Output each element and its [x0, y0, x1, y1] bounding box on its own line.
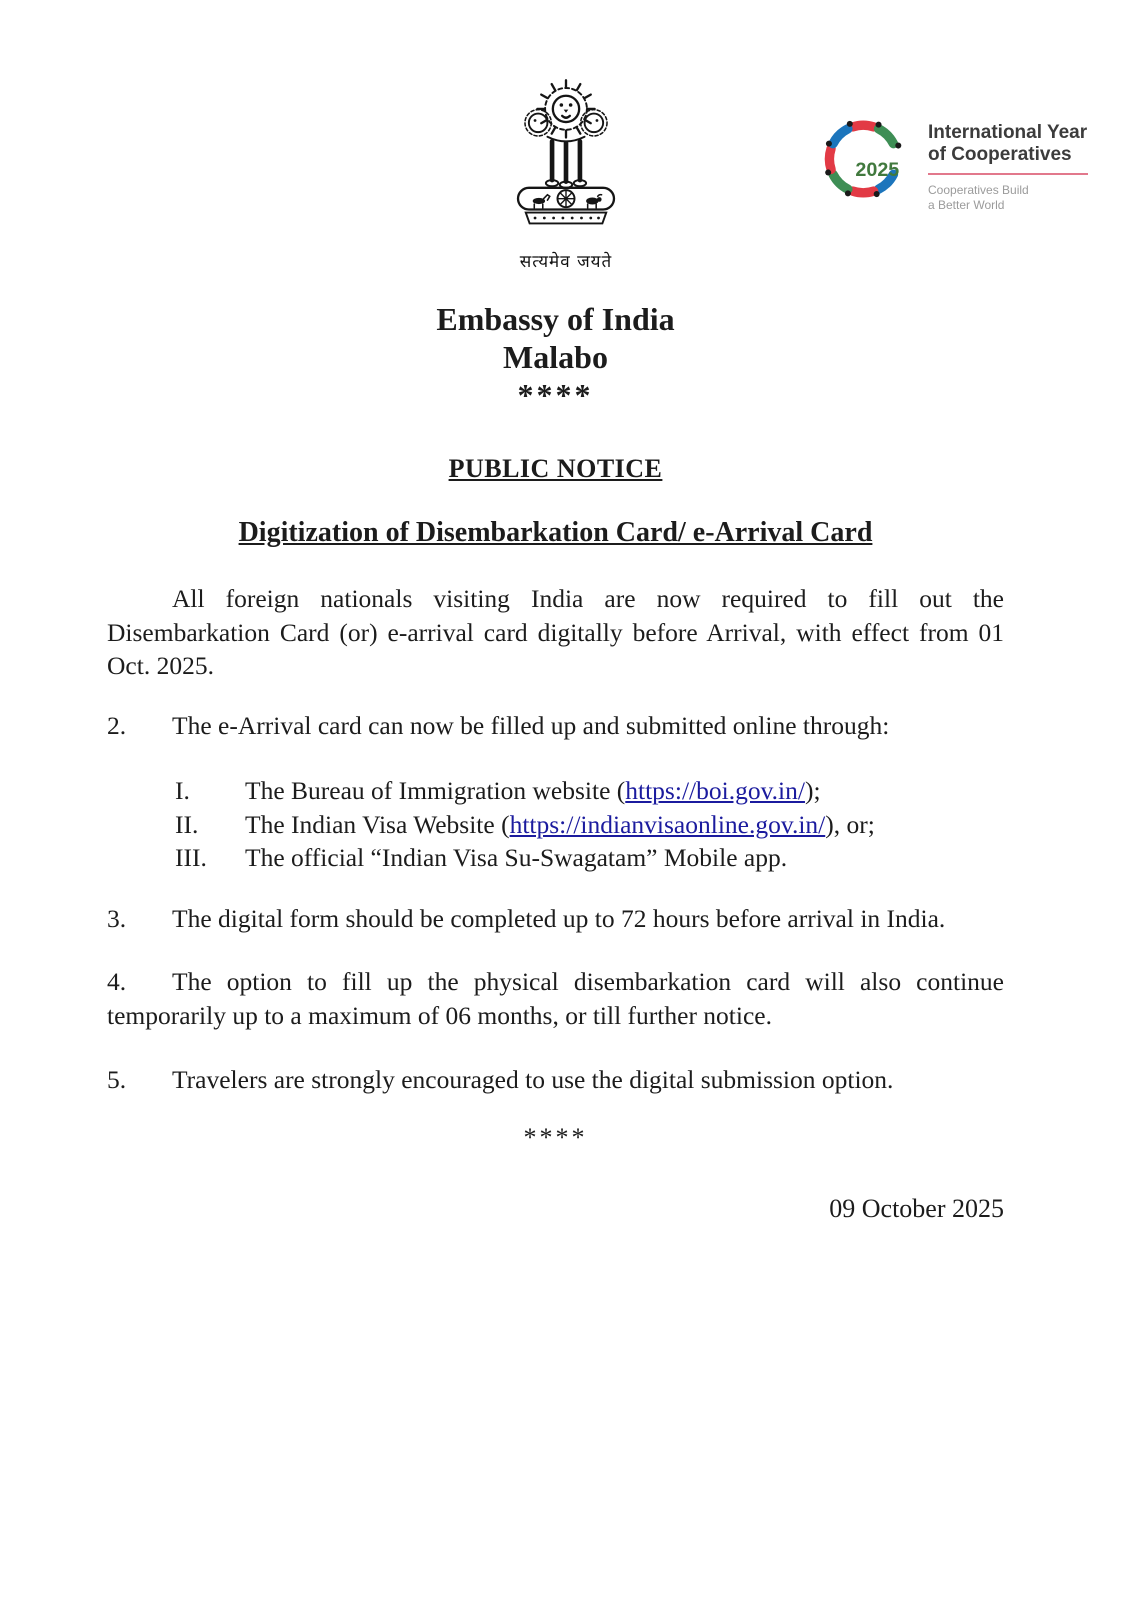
boi-website-link[interactable]: https://boi.gov.in/	[625, 776, 805, 805]
list-item-mobile-app	[175, 841, 1004, 875]
cooperatives-year: 2025	[855, 158, 900, 181]
paragraph-2	[107, 709, 1004, 743]
cooperatives-logo-text	[928, 112, 1088, 213]
paragraph-2-text: The e-Arrival card can now be filled up and submitted online through:	[172, 710, 890, 740]
cooperatives-2025-logo	[820, 112, 1088, 213]
list-text-1-prefix: The Bureau of Immigration website (	[245, 776, 626, 805]
paragraph-5	[107, 1063, 1004, 1097]
paragraph-5-number: 5.	[107, 1065, 127, 1094]
list-text-2-prefix: The Indian Visa Website (	[245, 809, 510, 839]
list-text-2-suffix: ), or;	[825, 809, 875, 839]
submission-options-list	[107, 774, 1004, 875]
lion-capital-icon	[504, 64, 628, 242]
notice-date: 09 October 2025	[829, 1193, 1004, 1223]
coop-title-line2: of Cooperatives	[928, 144, 1072, 165]
notice-subject: Digitization of Disembarkation Card/ e-Arrival Card	[238, 517, 873, 548]
org-name: Embassy of India	[436, 301, 675, 337]
org-city: Malabo	[503, 339, 608, 375]
indian-visa-website-link[interactable]: https://indianvisaonline.gov.in/	[509, 809, 826, 839]
list-item-indian-visa-website	[175, 808, 1004, 842]
paragraph-1: All foreign nationals visiting India are now required to fill out the Disembarkation Card (or) e-arrival card digitally before Arrival, with effect from 01 Oct. 2025.	[107, 584, 1004, 680]
paragraph-3	[107, 902, 1004, 936]
list-text-2	[245, 810, 875, 839]
list-text-3: The official “Indian Visa Su-Swagatam” Mobile app.	[245, 843, 788, 872]
list-numeral-1: I.	[175, 776, 190, 805]
list-numeral-2: II.	[175, 809, 199, 839]
coop-divider	[928, 173, 1088, 175]
paragraph-4-text: The option to fill up the physical disembarkation card will also continue temporarily up to a maximum of 06 months, or till further notice.	[107, 967, 1004, 1030]
paragraph-4-number: 4.	[107, 967, 127, 996]
paragraph-2-number: 2.	[107, 710, 127, 740]
paragraph-4	[107, 965, 1004, 1032]
list-text-1	[245, 776, 821, 805]
stars-separator-top: ****	[517, 377, 594, 413]
notice-label: PUBLIC NOTICE	[448, 454, 663, 483]
coop-title-line1: International Year	[928, 122, 1088, 143]
stars-separator-bottom: ****	[523, 1122, 588, 1152]
emblem-motto: सत्यमेव जयते	[519, 252, 613, 272]
coop-tagline-line2: a Better World	[928, 198, 1005, 212]
coop-tagline-line1: Cooperatives Build	[928, 183, 1029, 197]
cooperatives-logo-icon	[820, 112, 914, 206]
list-text-1-suffix: );	[804, 776, 821, 805]
paragraph-3-number: 3.	[107, 903, 127, 933]
india-national-emblem	[496, 64, 636, 272]
paragraph-3-text: The digital form should be completed up to 72 hours before arrival in India.	[172, 903, 946, 933]
list-item-bureau-immigration	[175, 774, 1004, 808]
paragraph-5-text: Travelers are strongly encouraged to use the digital submission option.	[172, 1065, 894, 1094]
list-numeral-3: III.	[175, 843, 207, 872]
